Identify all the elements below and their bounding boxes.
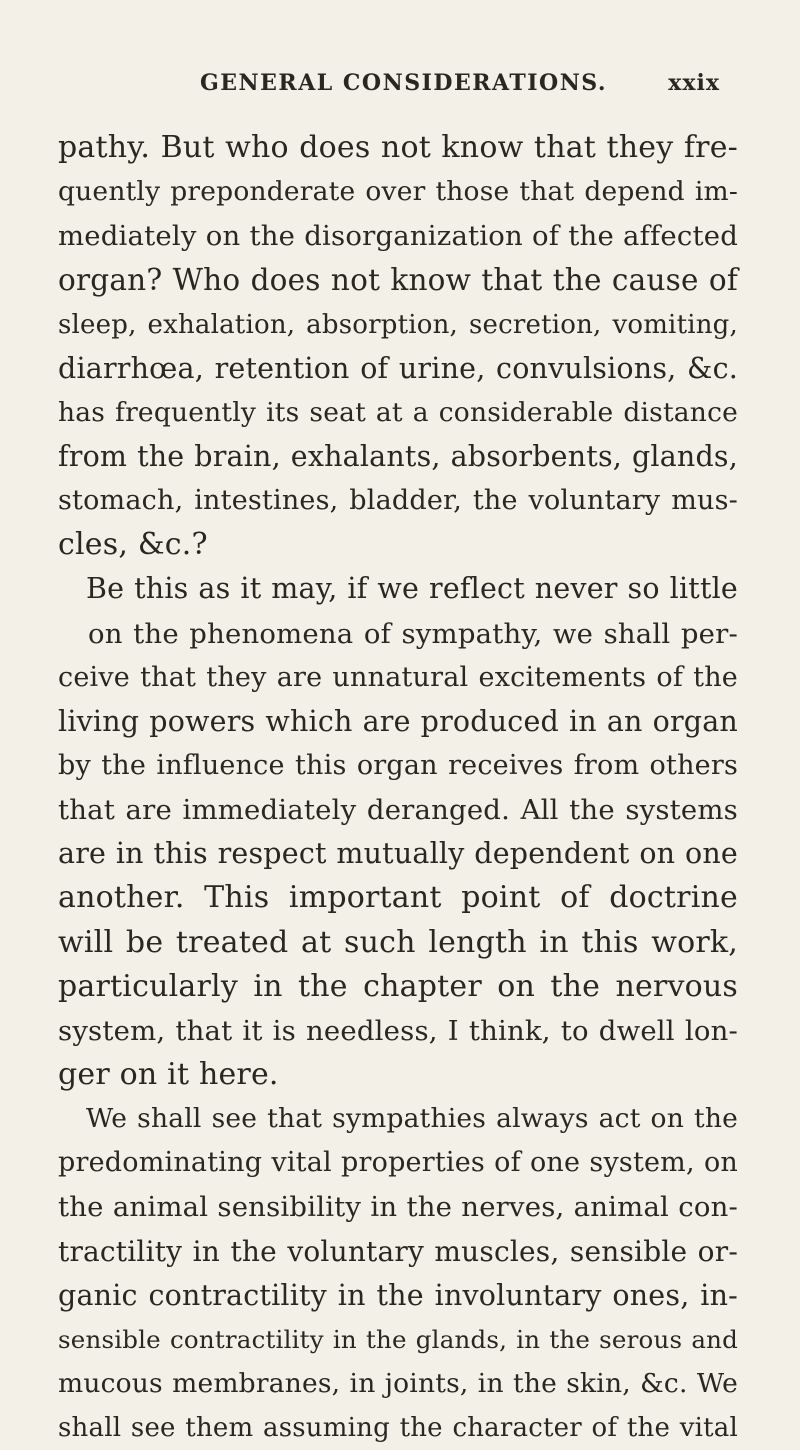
running-title: GENERAL CONSIDERATIONS. (200, 70, 608, 96)
text-line: by the influence this organ receives from others (58, 749, 738, 781)
page-number: xxix (668, 70, 720, 96)
text-line: sensible contractility in the glands, in the serous and (58, 1324, 738, 1354)
text-line: that are immediately deranged. All the systems (58, 794, 738, 827)
text-line: shall see them assuming the character of the vital (58, 1413, 738, 1444)
paragraph-first-line: Be this as it may, if we reflect never so little (86, 572, 738, 606)
text-line: cles, &c.? (58, 527, 208, 563)
text-line: will be treated at such length in this work, (58, 924, 738, 960)
text-line: particularly in the chapter on the nervous (58, 968, 738, 1004)
body-text (58, 126, 738, 1450)
text-line: mediately on the disorganization of the affected (58, 220, 738, 253)
text-line: organ? Who does not know that the cause of (58, 263, 738, 298)
text-line: system, that it is needless, I think, to dwell lon- (58, 1014, 738, 1047)
text-line: ger on it here. (58, 1056, 279, 1092)
text-line: on the phenomena of sympathy, we shall per- (88, 617, 738, 650)
text-line: sleep, exhalation, absorption, secretion, vomiting, (58, 309, 738, 340)
text-line: from the brain, exhalants, absorbents, glands, (58, 439, 738, 473)
text-line: predominating vital properties of one system, on (58, 1147, 738, 1179)
running-head (200, 70, 720, 106)
paragraph-first-line: We shall see that sympathies always act on the (86, 1103, 738, 1135)
text-line: pathy. But who does not know that they fre- (58, 130, 738, 165)
text-line: mucous membranes, in joints, in the skin, &c. We (58, 1367, 738, 1399)
text-line: living powers which are produced in an organ (58, 704, 738, 738)
text-line: another. This important point of doctrine (58, 880, 738, 916)
text-line: are in this respect mutually dependent on one (58, 837, 738, 871)
text-line: ganic contractility in the involuntary ones, in- (58, 1278, 738, 1312)
text-line: tractility in the voluntary muscles, sensible or- (58, 1234, 738, 1268)
text-line: ceive that they are unnatural excitements of the (58, 661, 738, 693)
text-line: quently preponderate over those that depend im- (58, 176, 738, 208)
text-line: diarrhœa, retention of urine, convulsions, &c. (58, 351, 738, 385)
text-line: the animal sensibility in the nerves, animal con- (58, 1191, 738, 1224)
text-line: stomach, intestines, bladder, the voluntary mus- (58, 485, 738, 517)
text-line: has frequently its seat at a considerable distance (58, 396, 738, 428)
